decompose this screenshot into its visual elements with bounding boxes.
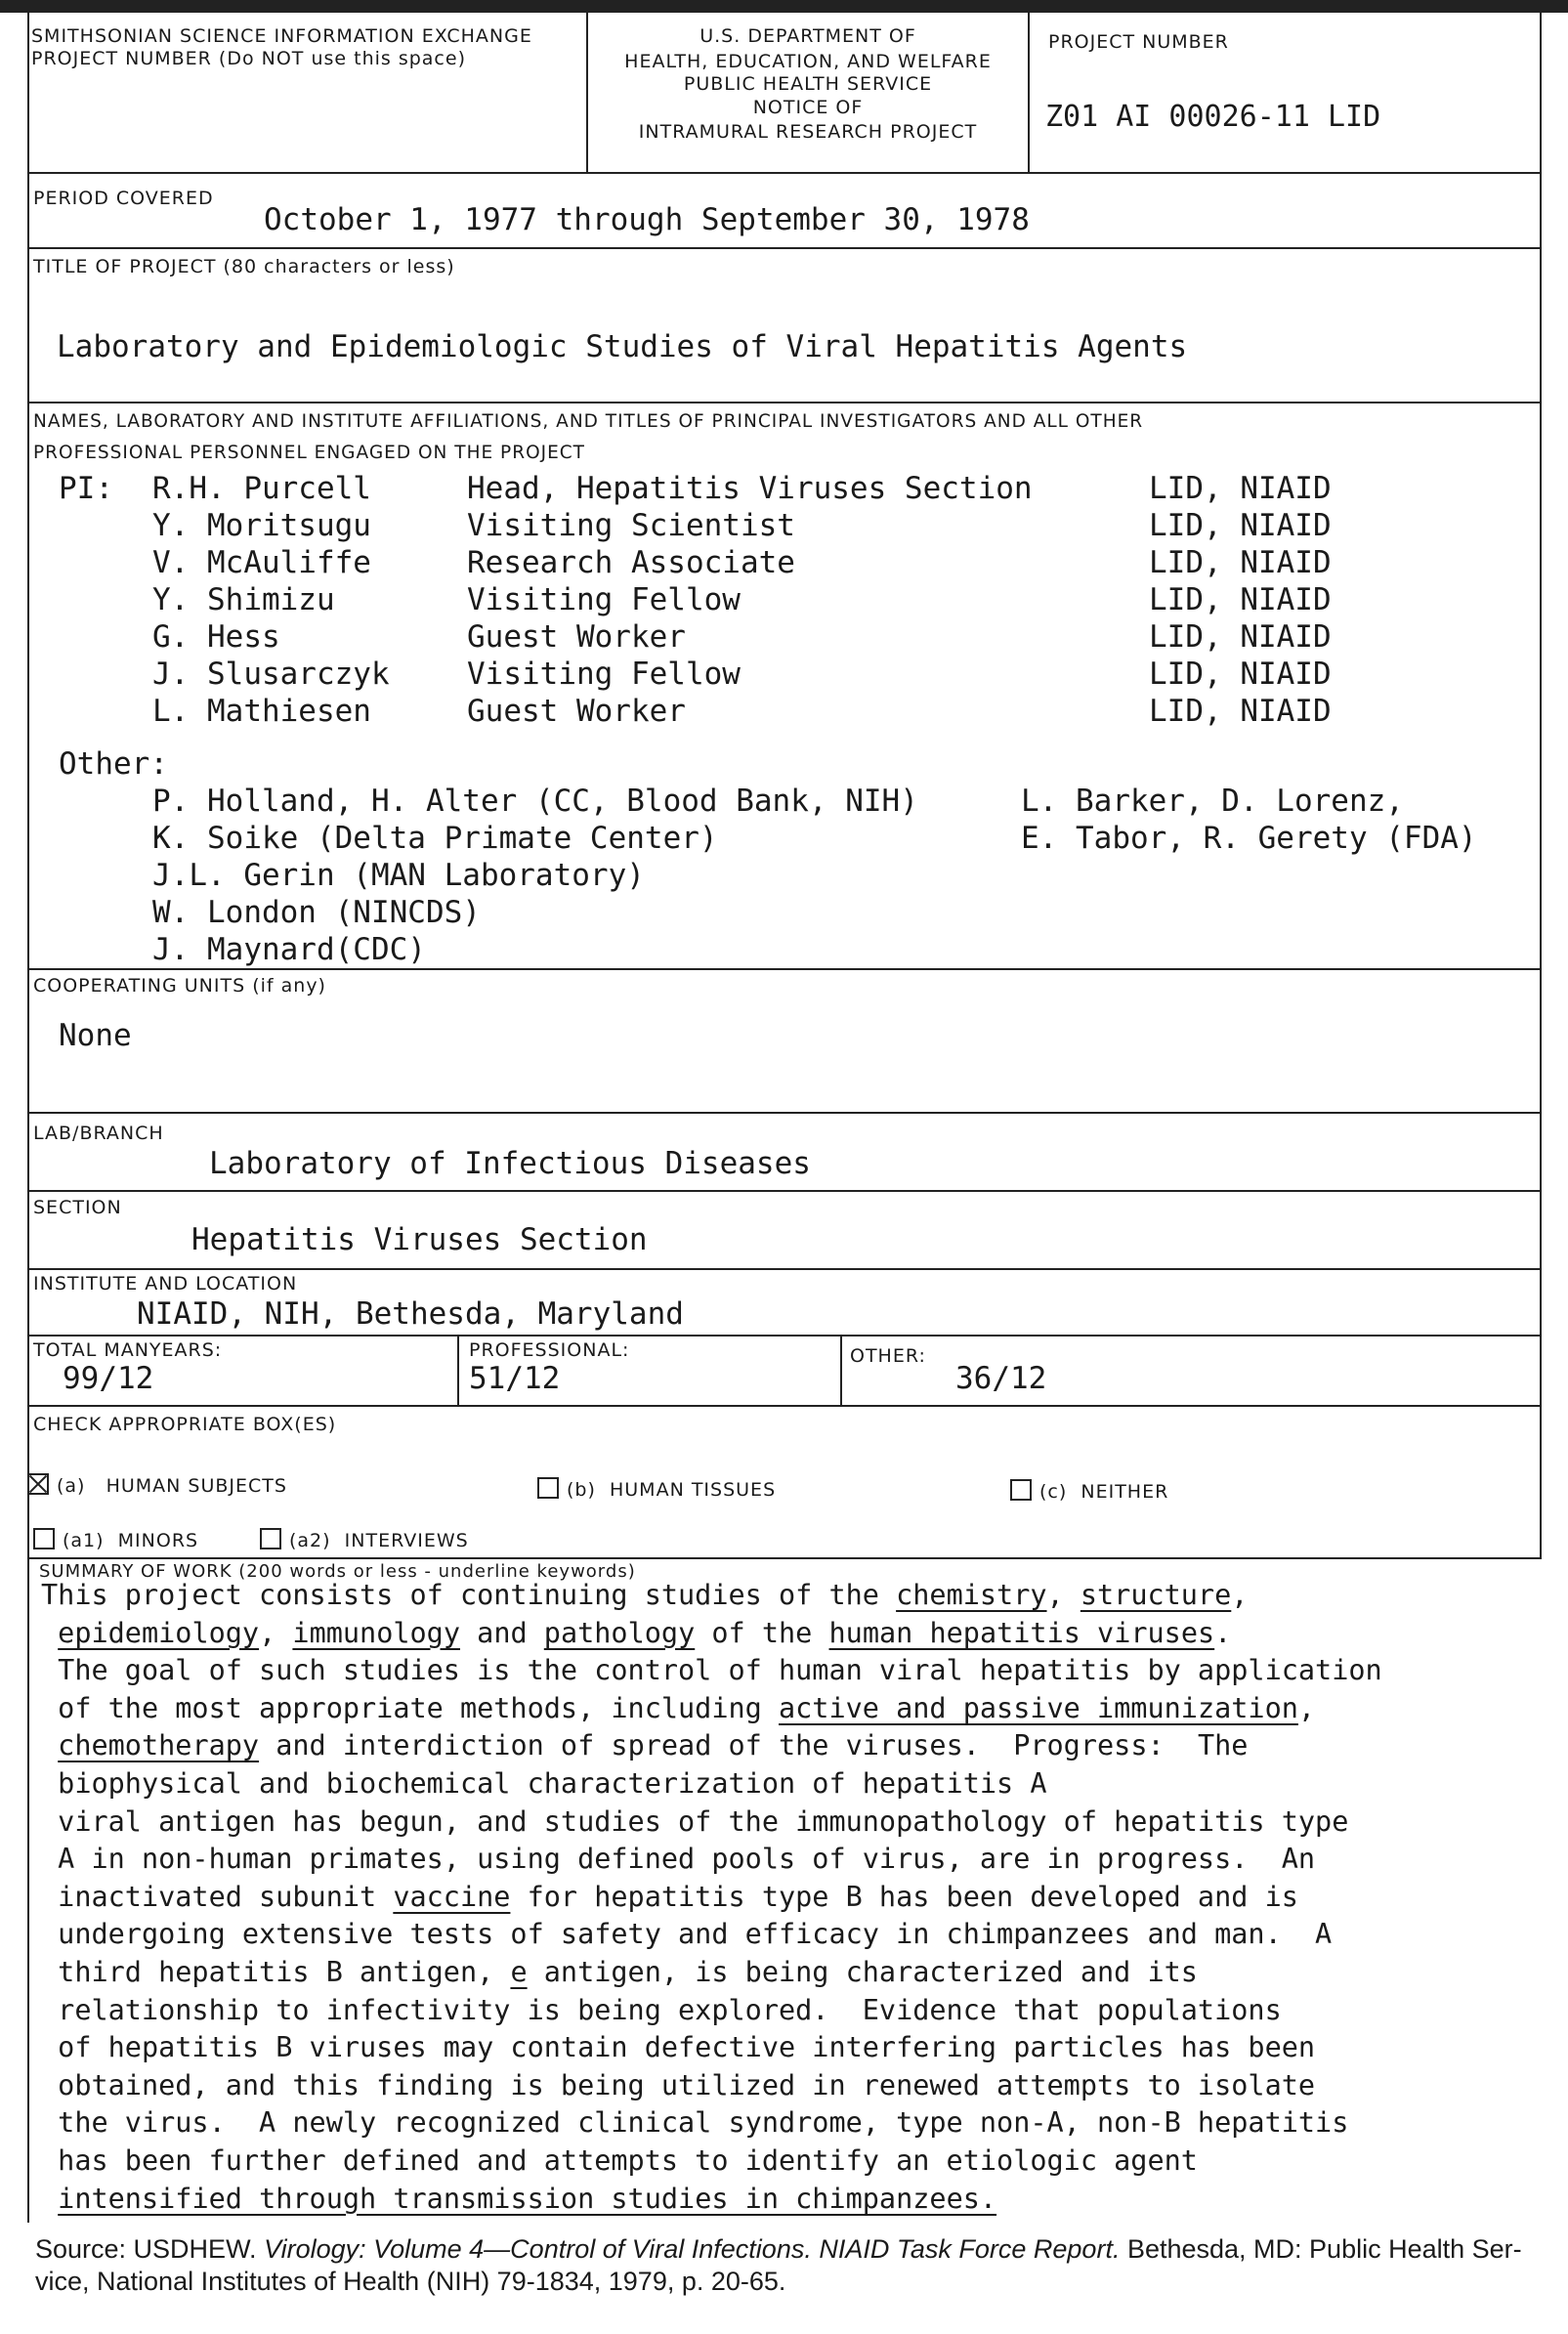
- project-number-label: PROJECT NUMBER: [1048, 31, 1229, 53]
- summary-line: [41, 1727, 1536, 1765]
- investigator-name: R.H. Purcell: [152, 471, 371, 506]
- professional-value: 51/12: [469, 1361, 561, 1396]
- investigator-row: [27, 618, 1540, 656]
- investigator-name: J. Slusarczyk: [152, 657, 390, 692]
- investigator-row: [27, 507, 1540, 544]
- investigator-affiliation: LID, NIAID: [1149, 582, 1332, 617]
- ssie-label-line2: PROJECT NUMBER (Do NOT use this space): [31, 48, 466, 69]
- investigator-name: Y. Moritsugu: [152, 508, 371, 543]
- summary-line: [41, 1652, 1536, 1690]
- project-number-value: Z01 AI 00026-11 LID: [1045, 100, 1381, 134]
- minors-checkbox[interactable]: [33, 1528, 55, 1549]
- interviews-checkbox[interactable]: [260, 1528, 281, 1549]
- option-code: (a2): [289, 1530, 331, 1551]
- summary-line: [41, 1690, 1536, 1728]
- dept-line2: HEALTH, EDUCATION, AND WELFARE: [624, 51, 992, 72]
- investigator-affiliation: LID, NIAID: [1149, 619, 1332, 655]
- cooperating-value: None: [59, 1018, 132, 1053]
- summary-text-segment: and interdiction of spread of the viruses. Progress: The: [259, 1729, 1249, 1762]
- option-label: HUMAN SUBJECTS: [106, 1475, 287, 1497]
- keyword: vaccine: [393, 1880, 511, 1913]
- total-manyears-label: TOTAL MANYEARS:: [33, 1339, 223, 1361]
- other-label: Other:: [59, 746, 168, 782]
- summary-text-segment: and: [460, 1616, 544, 1649]
- option-code: (b): [567, 1479, 596, 1501]
- investigator-affiliation: LID, NIAID: [1149, 508, 1332, 543]
- summary-text-segment: The goal of such studies is the control of human viral hepatitis by application: [41, 1654, 1382, 1687]
- investigator-title: Visiting Fellow: [467, 657, 741, 692]
- investigator-affiliation: LID, NIAID: [1149, 471, 1332, 506]
- summary-line: [41, 2181, 1536, 2219]
- summary-text-segment: This project consists of continuing studies of the: [41, 1579, 897, 1611]
- investigator-row: [27, 470, 1540, 507]
- keyword: intensified through transmission studies in chimpanzees.: [58, 2182, 997, 2215]
- summary-line: [41, 1954, 1536, 1992]
- section-value: Hepatitis Viruses Section: [191, 1222, 648, 1257]
- summary-line: [41, 2143, 1536, 2181]
- source-line2: vice, National Institutes of Health (NIH) 79-1834, 1979, p. 20-65.: [35, 2267, 786, 2296]
- section-section: [27, 1192, 1542, 1268]
- investigator-row: [27, 656, 1540, 693]
- top-dark-band: [0, 0, 1568, 13]
- summary-text-segment: undergoing extensive tests of safety and efficacy in chimpanzees and man. A: [41, 1918, 1333, 1951]
- lab-branch-value: Laboratory of Infectious Diseases: [209, 1146, 811, 1181]
- summary-text-segment: of the most appropriate methods, including: [41, 1691, 779, 1724]
- summary-text-segment: ,: [1297, 1691, 1316, 1724]
- other-personnel-item: W. London (NINCDS): [152, 895, 481, 930]
- investigator-row: [27, 693, 1540, 730]
- human-tissues-option[interactable]: [537, 1477, 776, 1501]
- summary-text-segment: the virus. A newly recognized clinical syndrome, type non-A, non-B hepatitis: [41, 2106, 1349, 2140]
- cooperating-section: [27, 970, 1542, 1112]
- investigator-affiliation: LID, NIAID: [1149, 657, 1332, 692]
- personnel-label-line2: PROFESSIONAL PERSONNEL ENGAGED ON THE PROJECT: [33, 443, 585, 463]
- investigator-title: Guest Worker: [467, 694, 686, 729]
- personnel-section: [27, 403, 1542, 968]
- summary-section: [27, 1559, 1542, 2223]
- summary-text-segment: for hepatitis type B has been developed and is: [510, 1880, 1298, 1913]
- summary-line: [41, 2067, 1536, 2105]
- summary-text-segment: .: [1214, 1616, 1232, 1649]
- summary-text-segment: obtained, and this finding is being utilized in renewed attempts to isolate: [41, 2068, 1316, 2101]
- summary-text-segment: A in non-human primates, using defined pools of virus, are in progress. An: [41, 1843, 1316, 1876]
- source-prefix: Source: USDHEW.: [35, 2234, 265, 2264]
- other-manyears-label: OTHER:: [850, 1345, 926, 1367]
- other-personnel-item: K. Soike (Delta Primate Center): [152, 821, 718, 856]
- other-personnel-item: J.L. Gerin (MAN Laboratory): [152, 858, 645, 893]
- summary-text-segment: [41, 2183, 58, 2215]
- source-details: Bethesda, MD: Public Health Ser-: [1120, 2234, 1522, 2264]
- lab-branch-section: [27, 1114, 1542, 1190]
- source-title: Virology: Volume 4—Control of Viral Infections. NIAID Task Force Report.: [264, 2234, 1121, 2264]
- keyword: human hepatitis viruses: [828, 1616, 1215, 1649]
- cooperating-label: COOPERATING UNITS (if any): [33, 975, 326, 997]
- summary-text-segment: relationship to infectivity is being explored. Evidence that populations: [41, 1993, 1282, 2026]
- option-label: NEITHER: [1081, 1481, 1169, 1503]
- investigator-row: [27, 544, 1540, 581]
- dept-line5: INTRAMURAL RESEARCH PROJECT: [638, 121, 978, 143]
- keyword: active and passive immunization: [778, 1691, 1298, 1724]
- period-label: PERIOD COVERED: [33, 188, 214, 209]
- other-personnel-item: P. Holland, H. Alter (CC, Blood Bank, NIH): [152, 784, 918, 819]
- summary-line: [41, 1804, 1536, 1842]
- dept-line3: PUBLIC HEALTH SERVICE: [683, 73, 933, 95]
- summary-text-segment: viral antigen has begun, and studies of the immunopathology of hepatitis type: [41, 1804, 1349, 1838]
- institute-section: [27, 1270, 1542, 1335]
- investigator-name: Y. Shimizu: [152, 582, 335, 617]
- keyword: immunology: [292, 1616, 460, 1649]
- human-tissues-checkbox[interactable]: [537, 1477, 559, 1499]
- ssie-label-line1: SMITHSONIAN SCIENCE INFORMATION EXCHANGE: [31, 25, 532, 47]
- neither-checkbox[interactable]: [1010, 1479, 1032, 1501]
- investigator-name: L. Mathiesen: [152, 694, 371, 729]
- keyword: e: [510, 1955, 528, 1988]
- lab-branch-label: LAB/BRANCH: [33, 1123, 164, 1144]
- personnel-label-line1: NAMES, LABORATORY AND INSTITUTE AFFILIATIONS, AND TITLES OF PRINCIPAL INVESTIGATORS AND ALL OTHER: [33, 411, 1144, 432]
- section-label: SECTION: [33, 1197, 122, 1218]
- summary-text-segment: ,: [259, 1616, 293, 1649]
- title-label: TITLE OF PROJECT (80 characters or less): [33, 256, 455, 277]
- summary-line: [41, 2029, 1536, 2067]
- summary-text-segment: of the: [695, 1616, 829, 1649]
- summary-line: [41, 1841, 1536, 1879]
- keyword: structure: [1080, 1579, 1232, 1611]
- investigator-row: [27, 581, 1540, 618]
- interviews-option[interactable]: [260, 1528, 469, 1551]
- investigator-affiliation: LID, NIAID: [1149, 694, 1332, 729]
- summary-line: [41, 1577, 1536, 1615]
- checkbox-section: [27, 1407, 1542, 1557]
- header-section: [27, 13, 1542, 172]
- option-label: INTERVIEWS: [344, 1530, 469, 1551]
- summary-line: [41, 2104, 1536, 2143]
- human-subjects-checkbox[interactable]: [27, 1473, 49, 1495]
- dept-line1: U.S. DEPARTMENT OF: [699, 25, 916, 47]
- dept-line4: NOTICE OF: [752, 97, 864, 118]
- investigator-affiliation: LID, NIAID: [1149, 545, 1332, 580]
- institute-label: INSTITUTE AND LOCATION: [33, 1273, 298, 1294]
- summary-line: [41, 1615, 1536, 1653]
- summary-line: [41, 1916, 1536, 1954]
- summary-text-segment: biophysical and biochemical characterization of hepatitis A: [41, 1766, 1047, 1800]
- keyword: pathology: [543, 1616, 696, 1649]
- total-manyears-value: 99/12: [63, 1361, 154, 1396]
- option-label: HUMAN TISSUES: [609, 1479, 777, 1501]
- summary-line: [41, 1765, 1536, 1804]
- summary-text-segment: [41, 1729, 58, 1761]
- investigator-title: Head, Hepatitis Viruses Section: [467, 471, 1033, 506]
- keyword: epidemiology: [58, 1616, 260, 1649]
- investigator-title: Research Associate: [467, 545, 795, 580]
- notice-form: [27, 13, 1542, 2223]
- summary-text-segment: inactivated subunit: [41, 1880, 394, 1913]
- investigator-title: Guest Worker: [467, 619, 686, 655]
- summary-line: [41, 1879, 1536, 1917]
- human-subjects-option[interactable]: [27, 1473, 287, 1497]
- option-code: (a1): [63, 1530, 105, 1551]
- summary-text-segment: third hepatitis B antigen,: [41, 1955, 511, 1988]
- title-section: [27, 249, 1542, 402]
- other-personnel-right-item: E. Tabor, R. Gerety (FDA): [1021, 821, 1477, 856]
- summary-text-segment: ,: [1046, 1579, 1081, 1611]
- summary-text-segment: [41, 1617, 58, 1649]
- check-boxes-label: CHECK APPROPRIATE BOX(ES): [33, 1414, 337, 1435]
- investigator-title: Visiting Fellow: [467, 582, 741, 617]
- summary-text-segment: of hepatitis B viruses may contain defective interfering particles has been: [41, 2031, 1316, 2064]
- other-manyears-value: 36/12: [955, 1361, 1047, 1396]
- minors-option[interactable]: [33, 1528, 198, 1551]
- period-value: October 1, 1977 through September 30, 1978: [264, 202, 1030, 237]
- summary-label: SUMMARY OF WORK (200 words or less - underline keywords): [39, 1561, 636, 1582]
- institute-value: NIAID, NIH, Bethesda, Maryland: [137, 1296, 684, 1332]
- keyword: chemotherapy: [58, 1729, 260, 1762]
- investigator-name: G. Hess: [152, 619, 280, 655]
- other-personnel-item: J. Maynard(CDC): [152, 932, 426, 967]
- investigator-name: V. McAuliffe: [152, 545, 371, 580]
- option-code: (c): [1039, 1481, 1068, 1503]
- summary-text-segment: ,: [1231, 1579, 1249, 1611]
- keyword: chemistry: [896, 1579, 1047, 1611]
- summary-text-segment: has been further defined and attempts to identify an etiologic agent: [41, 2143, 1198, 2177]
- manyears-section: [27, 1337, 1542, 1405]
- option-label: MINORS: [117, 1530, 199, 1551]
- neither-option[interactable]: [1010, 1479, 1168, 1503]
- professional-label: PROFESSIONAL:: [469, 1339, 630, 1361]
- summary-text-segment: antigen, is being characterized and its: [527, 1955, 1198, 1988]
- option-code: (a): [57, 1475, 86, 1497]
- source-line1: [35, 2233, 1545, 2266]
- other-personnel-right-item: L. Barker, D. Lorenz,: [1021, 784, 1404, 819]
- source-citation: [35, 2233, 1545, 2298]
- pi-prefix: PI:: [59, 471, 113, 506]
- investigator-title: Visiting Scientist: [467, 508, 795, 543]
- title-value: Laboratory and Epidemiologic Studies of Viral Hepatitis Agents: [57, 329, 1188, 364]
- summary-line: [41, 1992, 1536, 2030]
- period-section: [27, 174, 1542, 247]
- summary-text: [41, 1577, 1536, 2218]
